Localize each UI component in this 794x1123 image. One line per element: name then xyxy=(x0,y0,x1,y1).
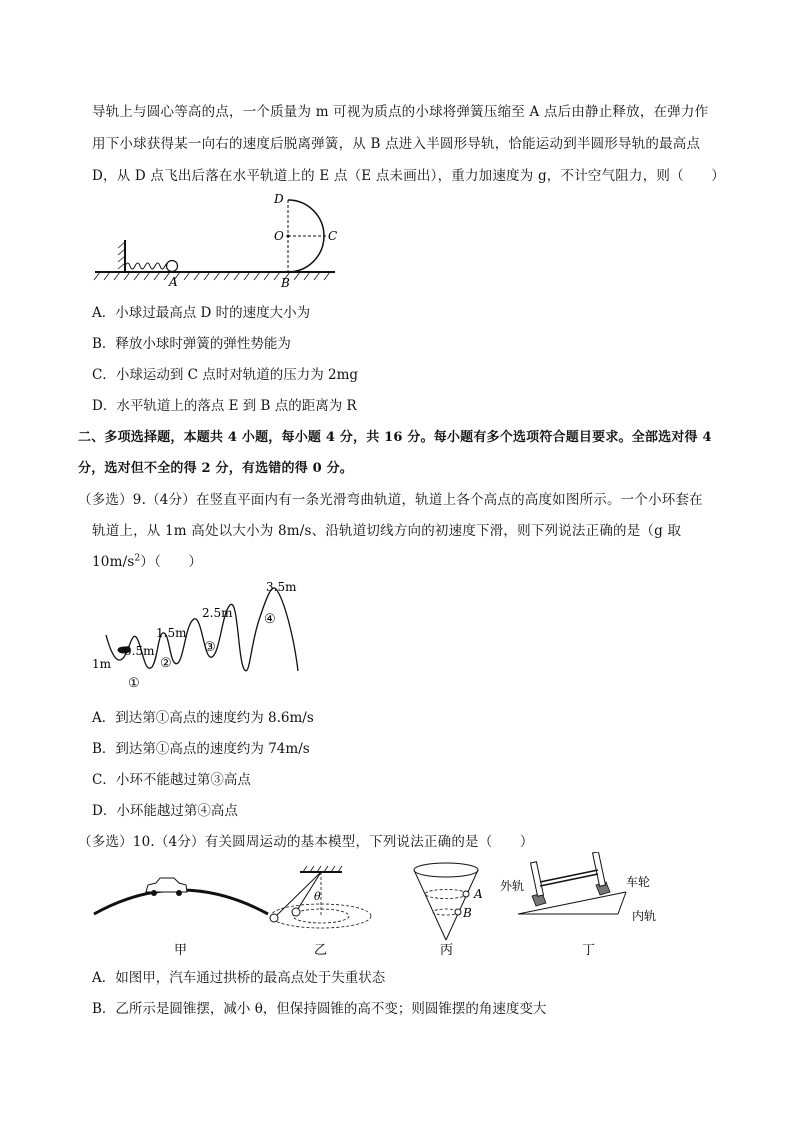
curved-track xyxy=(106,588,298,671)
label-B: B xyxy=(463,906,472,920)
label-jia: 甲 xyxy=(174,943,188,958)
section-2-heading-line-2: 分，选对但不全的得 2 分，有选错的得 0 分。 xyxy=(78,461,353,476)
q9-option-a: A．到达第①高点的速度约为 8.6m/s xyxy=(92,710,314,726)
label-yi: 乙 xyxy=(314,943,328,958)
label-B: B xyxy=(281,276,290,290)
section-2-heading-line-1: 二、多项选择题，本题共 4 小题，每小题 4 分，共 16 分。每小题有多个选项符合题目要求。全部选对得 4 xyxy=(78,430,712,445)
label-peak-4: ④ xyxy=(264,612,276,627)
label-inner-rail: 内轨 xyxy=(632,909,657,923)
q9-option-b: B．到达第①高点的速度约为 74m/s xyxy=(92,741,310,757)
label-bing: 丙 xyxy=(440,943,454,958)
q9-line-3 xyxy=(92,550,202,570)
label-wheel: 车轮 xyxy=(626,875,651,889)
label-3-5m: 3.5m xyxy=(266,580,297,594)
q9-line-2: 轨道上，从 1m 高处以大小为 8m/s、沿轨道切线方向的初速度下滑，则下列说法正确的是（g 取 xyxy=(92,523,682,539)
label-1m: 1m xyxy=(92,657,112,671)
label-0-5m: 0.5m xyxy=(124,644,155,658)
label-C: C xyxy=(328,229,338,243)
label-1-5m: 1.5m xyxy=(156,626,187,640)
q10-line-1: （多选）10.（4分）有关圆周运动的基本模型，下列说法正确的是（ ） xyxy=(78,834,534,850)
q10-option-a: A．如图甲，汽车通过拱桥的最高点处于失重状态 xyxy=(92,970,386,986)
label-A: A xyxy=(169,275,178,289)
q8-option-b: B．释放小球时弹簧的弹性势能为 xyxy=(92,336,291,352)
car-icon xyxy=(146,878,187,896)
q8-option-c: C．小球运动到 C 点时对轨道的压力为 2mg xyxy=(92,367,359,383)
q9-line-1: （多选）9.（4分）在竖直平面内有一条光滑弯曲轨道，轨道上各个高点的高度如图所示。一个小环套在 xyxy=(78,492,703,508)
label-O: O xyxy=(274,229,284,243)
label-theta: θ xyxy=(314,890,321,903)
ball xyxy=(167,261,178,272)
q8-line-3: D，从 D 点飞出后落在水平轨道上的 E 点（E 点未画出），重力加速度为 g，不计空气阻力，则（ ） xyxy=(92,168,725,184)
label-A: A xyxy=(474,887,483,901)
label-peak-2: ② xyxy=(160,656,172,671)
label-ding: 丁 xyxy=(582,943,596,958)
q9-curve-figure xyxy=(90,575,310,693)
q8-line-2: 用下小球获得某一向右的速度后脱离弹簧，从 B 点进入半圆形导轨，恰能运动到半圆形导轨的最高点 xyxy=(92,136,701,152)
fig-ding xyxy=(500,852,656,958)
q9-option-d: D．小环能越过第④高点 xyxy=(92,803,238,819)
label-2-5m: 2.5m xyxy=(202,606,233,620)
label-peak-3: ③ xyxy=(204,640,216,655)
label-outer-rail: 外轨 xyxy=(500,879,525,893)
q8-track-figure xyxy=(90,188,360,290)
fig-bing xyxy=(414,863,483,958)
q9-option-c: C．小环不能越过第③高点 xyxy=(92,772,251,788)
q8-option-a: A．小球过最高点 D 时的速度大小为 xyxy=(92,305,311,321)
q9-g-value: 10m/s xyxy=(92,554,135,570)
label-D: D xyxy=(274,192,284,206)
label-peak-1: ① xyxy=(128,676,140,691)
fig-jia xyxy=(94,878,268,958)
q8-option-d: D．水平轨道上的落点 E 到 B 点的距离为 R xyxy=(92,398,357,414)
fig-yi xyxy=(270,866,371,958)
q9-line-3-end: ）（ ） xyxy=(140,554,203,570)
q8-line-1: 导轨上与圆心等高的点，一个质量为 m 可视为质点的小球将弹簧压缩至 A 点后由静止释放，在弹力作 xyxy=(92,104,709,120)
q9-g-exponent: 2 xyxy=(134,553,141,564)
q10-figures xyxy=(88,852,698,964)
q10-option-b: B．乙所示是圆锥摆，减小 θ，但保持圆锥的高不变；则圆锥摆的角速度变大 xyxy=(92,1001,547,1017)
